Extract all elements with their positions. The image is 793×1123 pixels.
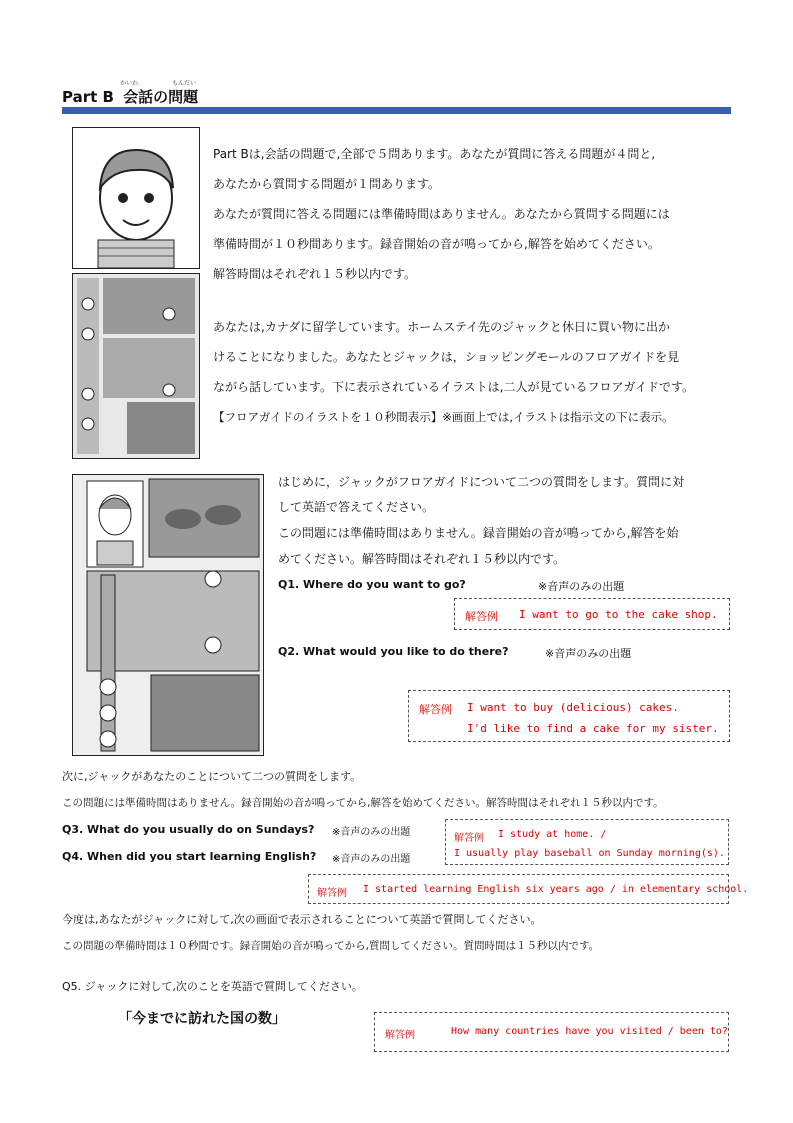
floor-guide-small <box>72 273 200 459</box>
q5-answer-label: 解答例 <box>385 1030 415 1041</box>
q4-answer: I started learning English six years ago / in elementary school. <box>363 884 749 895</box>
intro-line-1: Part Bは,会話の問題で,全部で５問あります。あなたが質問に答える問題が４問と, <box>213 147 656 161</box>
section2-line-1: 次に,ジャックがあなたのことについて二つの質問をします。 <box>62 770 362 783</box>
q4-answer-label: 解答例 <box>317 888 347 899</box>
section3-line-2: この問題の準備時間は１０秒間です。録音開始の音が鳴ってから,質問してください。質問時間は１５秒以内です。 <box>62 940 600 952</box>
q3-answer-1: I study at home. / <box>498 829 607 840</box>
floor-guide-small-image <box>73 274 199 458</box>
floor-guide-large <box>72 474 264 756</box>
q1-answer-box <box>454 598 730 630</box>
intro-line-2: あなたから質問する問題が１問あります。 <box>213 177 441 191</box>
q2-note: ※音声のみの出題 <box>545 647 632 660</box>
section1-line-3: この問題には準備時間はありません。録音開始の音が鳴ってから,解答を始 <box>278 526 679 540</box>
q3-answer-2: I usually play baseball on Sunday morning(s). <box>454 848 725 859</box>
intro-line-5: 解答時間はそれぞれ１５秒以内です。 <box>213 267 417 281</box>
section2-line-2: この問題には準備時間はありません。録音開始の音が鳴ってから,解答を始めてください。解答時間はそれぞれ１５秒以内です。 <box>62 797 664 809</box>
q2-answer-label: 解答例 <box>419 703 452 716</box>
boy-face-icon <box>73 128 199 268</box>
q1-text: Q1. Where do you want to go? <box>278 578 466 591</box>
floor-guide-large-image <box>73 475 263 755</box>
intro-line-4: 準備時間が１０秒間あります。録音開始の音が鳴ってから,解答を始めてください。 <box>213 237 660 251</box>
boy-portrait <box>72 127 200 269</box>
title-main: 会話の問題 <box>123 88 199 106</box>
scenario-line-3: ながら話しています。下に表示されているイラストは,二人が見ているフロアガイドです。 <box>213 380 695 394</box>
q5-text: Q5. ジャックに対して,次のことを英語で質問してください。 <box>62 980 363 993</box>
intro-line-3: あなたが質問に答える問題には準備時間はありません。あなたから質問する問題には <box>213 207 670 221</box>
scenario-line-1: あなたは,カナダに留学しています。ホームステイ先のジャックと休日に買い物に出か <box>213 320 670 334</box>
q2-text: Q2. What would you like to do there? <box>278 645 509 658</box>
q1-answer-label: 解答例 <box>465 610 498 623</box>
section3-line-1: 今度は,あなたがジャックに対して,次の画面で表示されることについて英語で質問してください。 <box>62 913 542 926</box>
section1-line-4: めてください。解答時間はそれぞれ１５秒以内です。 <box>278 552 566 566</box>
section1-line-2: して英語で答えてください。 <box>278 500 435 514</box>
q2-answer-1: I want to buy (delicious) cakes. <box>467 701 679 714</box>
scenario-line-4: 【フロアガイドのイラストを１０秒間表示】※画面上では,イラストは指示文の下に表示。 <box>213 410 674 424</box>
q2-answer-2: I'd like to find a cake for my sister. <box>467 722 719 735</box>
page-title <box>62 86 198 107</box>
title-ruby-kaiwa: かいわ <box>120 80 139 87</box>
q1-answer: I want to go to the cake shop. <box>519 608 718 621</box>
q4-answer-box <box>308 874 749 904</box>
q2-answer-box <box>408 690 730 742</box>
q5-answer-box <box>374 1012 729 1052</box>
q1-note: ※音声のみの出題 <box>538 580 625 593</box>
title-ruby-mondai: もんだい <box>172 80 197 87</box>
title-divider <box>62 107 731 114</box>
q4-text: Q4. When did you start learning English? <box>62 850 317 863</box>
q3-text: Q3. What do you usually do on Sundays? <box>62 823 315 836</box>
section1-line-1: はじめに，ジャックがフロアガイドについて二つの質問をします。質問に対 <box>278 475 685 489</box>
q3-answer-box <box>445 819 729 865</box>
q3-note: ※音声のみの出題 <box>332 827 411 838</box>
scenario-line-2: けることになりました。あなたとジャックは，ショッピングモールのフロアガイドを見 <box>213 350 680 364</box>
title-prefix: Part B <box>62 88 114 106</box>
q5-prompt: 「今までに訪れた国の数」 <box>118 1011 286 1027</box>
q3-answer-label: 解答例 <box>454 833 484 844</box>
q5-answer: How many countries have you visited / been to? <box>451 1026 728 1037</box>
q4-note: ※音声のみの出題 <box>332 854 411 865</box>
